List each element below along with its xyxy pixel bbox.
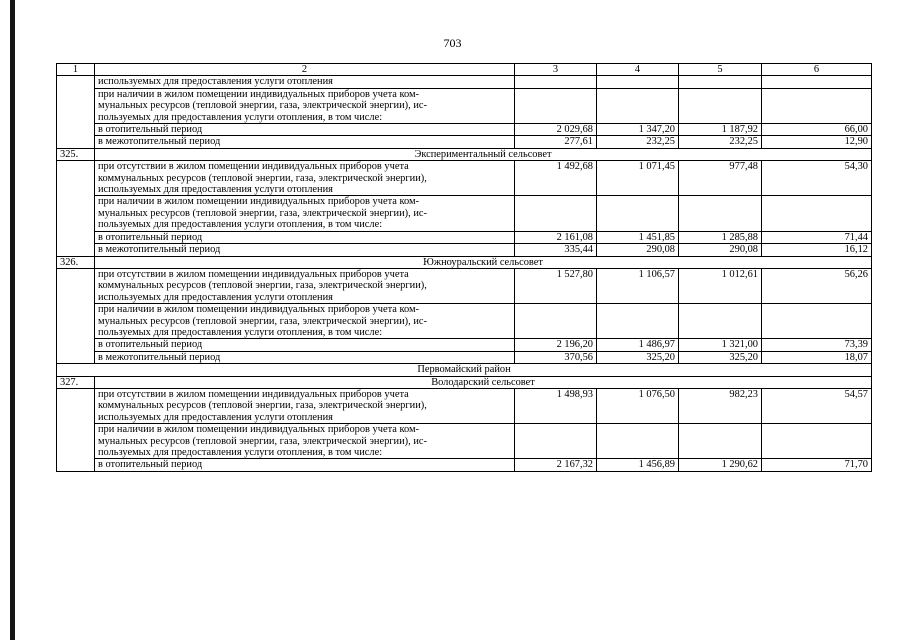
district-title: Первомайский район: [57, 364, 872, 376]
value-cell: 1 492,68: [515, 161, 597, 196]
district-row: [57, 364, 872, 376]
settlement-header-row: [57, 148, 872, 160]
table-row: [57, 268, 872, 303]
table-row: [57, 304, 872, 339]
row-label: при отсутствии в жилом помещении индивидуальных приборов учета коммунальных ресурсов (тепловой энергии, газа, электрической энергии), используемых для предоставления услуги отопления: [95, 268, 515, 303]
value-cell: 370,56: [515, 351, 597, 363]
settlement-title: Володарский сельсовет: [95, 376, 872, 388]
value-cell: 290,08: [679, 244, 762, 256]
value-cell: 232,25: [679, 136, 762, 148]
table-row: [57, 88, 872, 123]
value-cell: 982,23: [679, 388, 762, 423]
row-number: 325.: [57, 148, 95, 160]
value-cell: 232,25: [597, 136, 679, 148]
header-col-4: 4: [597, 64, 679, 76]
table-row: [57, 388, 872, 423]
table-row: [57, 231, 872, 243]
settlement-header-row: [57, 256, 872, 268]
value-cell: 1 456,89: [597, 459, 679, 471]
value-cell: 1 321,00: [679, 339, 762, 351]
value-cell: 1 285,88: [679, 231, 762, 243]
value-cell: 71,70: [762, 459, 872, 471]
value-cell: 56,26: [762, 268, 872, 303]
row-label: при наличии в жилом помещении индивидуальных приборов учета ком- мунальных ресурсов (тепловой энергии, газа, электрической энергии), ис- пользуемых для предоставления услуги отопления, в том числе:: [95, 304, 515, 339]
value-cell: 1 290,62: [679, 459, 762, 471]
value-cell: 12,90: [762, 136, 872, 148]
settlement-title: Экспериментальный сельсовет: [95, 148, 872, 160]
row-label: в межотопительный период: [95, 136, 515, 148]
table-row: [57, 76, 872, 88]
value-cell: 1 076,50: [597, 388, 679, 423]
header-col-3: 3: [515, 64, 597, 76]
scan-edge: [10, 0, 15, 640]
row-label: в отопительный период: [95, 124, 515, 136]
header-col-2: 2: [95, 64, 515, 76]
value-cell: 325,20: [597, 351, 679, 363]
header-col-5: 5: [679, 64, 762, 76]
value-cell: 1 527,80: [515, 268, 597, 303]
value-cell: 2 029,68: [515, 124, 597, 136]
row-number: 326.: [57, 256, 95, 268]
row-number: 327.: [57, 376, 95, 388]
value-cell: 277,61: [515, 136, 597, 148]
value-cell: 1 347,20: [597, 124, 679, 136]
value-cell: 1 012,61: [679, 268, 762, 303]
row-label: в отопительный период: [95, 231, 515, 243]
row-number-cell: [57, 268, 95, 363]
value-cell: 71,44: [762, 231, 872, 243]
row-label: в отопительный период: [95, 459, 515, 471]
value-cell: 73,39: [762, 339, 872, 351]
table-row: [57, 351, 872, 363]
value-cell: 18,07: [762, 351, 872, 363]
value-cell: 2 167,32: [515, 459, 597, 471]
table-row: [57, 459, 872, 471]
row-label: при отсутствии в жилом помещении индивидуальных приборов учета коммунальных ресурсов (тепловой энергии, газа, электрической энергии), используемых для предоставления услуги отопления: [95, 161, 515, 196]
row-label: при наличии в жилом помещении индивидуальных приборов учета ком- мунальных ресурсов (тепловой энергии, газа, электрической энергии), ис- пользуемых для предоставления услуги отопления, в том числе:: [95, 88, 515, 123]
table-row: [57, 124, 872, 136]
header-col-6: 6: [762, 64, 872, 76]
value-cell: 54,57: [762, 388, 872, 423]
value-cell: 1 071,45: [597, 161, 679, 196]
value-cell: 325,20: [679, 351, 762, 363]
row-number-cell: [57, 388, 95, 471]
row-label: в межотопительный период: [95, 244, 515, 256]
table-row: [57, 339, 872, 351]
value-cell: 290,08: [597, 244, 679, 256]
table-row: [57, 161, 872, 196]
value-cell: 1 451,85: [597, 231, 679, 243]
row-number-cell: [57, 161, 95, 256]
table-row: [57, 424, 872, 459]
value-cell: 335,44: [515, 244, 597, 256]
table-row: [57, 196, 872, 231]
value-cell: 1 106,57: [597, 268, 679, 303]
settlement-title: Южноуральский сельсовет: [95, 256, 872, 268]
row-label: при наличии в жилом помещении индивидуальных приборов учета ком- мунальных ресурсов (тепловой энергии, газа, электрической энергии), ис- пользуемых для предоставления услуги отопления, в том числе:: [95, 424, 515, 459]
row-label: при отсутствии в жилом помещении индивидуальных приборов учета коммунальных ресурсов (тепловой энергии, газа, электрической энергии), используемых для предоставления услуги отопления: [95, 388, 515, 423]
row-label: при наличии в жилом помещении индивидуальных приборов учета ком- мунальных ресурсов (тепловой энергии, газа, электрической энергии), ис- пользуемых для предоставления услуги отопления, в том числе:: [95, 196, 515, 231]
value-cell: 16,12: [762, 244, 872, 256]
value-cell: 1 187,92: [679, 124, 762, 136]
header-col-1: 1: [57, 64, 95, 76]
value-cell: 1 498,93: [515, 388, 597, 423]
value-cell: 1 486,97: [597, 339, 679, 351]
row-label: в отопительный период: [95, 339, 515, 351]
settlement-header-row: [57, 376, 872, 388]
value-cell: 54,30: [762, 161, 872, 196]
value-cell: 2 161,08: [515, 231, 597, 243]
value-cell: 66,00: [762, 124, 872, 136]
page-number: 703: [443, 36, 462, 50]
tariff-table: [56, 63, 872, 472]
value-cell: 2 196,20: [515, 339, 597, 351]
header-row: [57, 64, 872, 76]
value-cell: 977,48: [679, 161, 762, 196]
table-row: [57, 244, 872, 256]
table-row: [57, 136, 872, 148]
row-number-cell: [57, 76, 95, 148]
row-label: в межотопительный период: [95, 351, 515, 363]
row-label: используемых для предоставления услуги отопления: [95, 76, 515, 88]
